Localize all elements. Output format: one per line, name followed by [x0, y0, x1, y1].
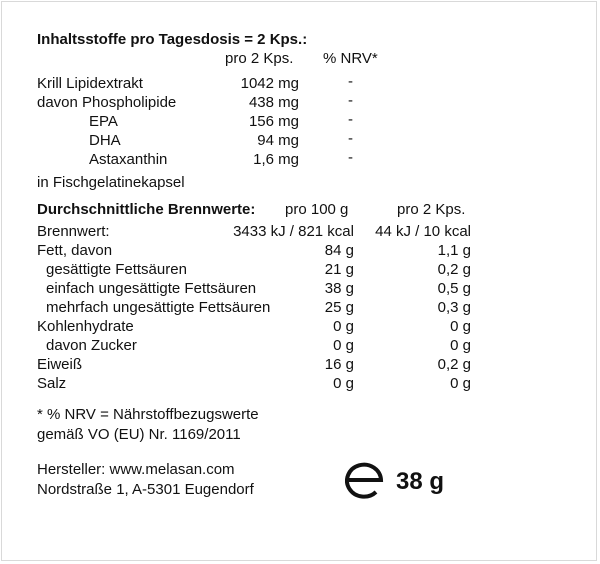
nutrition-per100: 25 g [324, 299, 354, 316]
nutrition-name: Kohlenhydrate [37, 318, 134, 335]
ingredient-name: Krill Lipidextrakt [37, 75, 143, 92]
ingredient-amount: 1042 mg [240, 75, 299, 92]
nutrition-per100: 0 g [333, 337, 354, 354]
nutrition-name: davon Zucker [46, 337, 137, 354]
ingredient-amount: 94 mg [257, 132, 299, 149]
ingredient-name: Astaxanthin [89, 151, 168, 168]
ingredient-amount: 156 mg [248, 113, 299, 130]
capsule-note: in Fischgelatinekapsel [37, 174, 185, 191]
ingredient-nrv: - [348, 130, 353, 147]
ingredient-nrv: - [348, 149, 353, 166]
nutrition-per100: 3433 kJ / 821 kcal [233, 223, 354, 240]
ingredient-nrv: - [348, 92, 353, 109]
ingredients-col-dose: pro 2 Kps. [225, 50, 294, 67]
nutrition-per2: 0 g [450, 318, 471, 335]
footnote-line2: gemäß VO (EU) Nr. 1169/2011 [37, 426, 241, 443]
nutrition-per2: 44 kJ / 10 kcal [375, 223, 471, 240]
nutrition-title: Durchschnittliche Brennwerte: [37, 201, 256, 218]
nutrition-name: Salz [37, 375, 67, 392]
manufacturer-line2: Nordstraße 1, A-5301 Eugendorf [37, 481, 254, 498]
nutrition-col-2kps: pro 2 Kps. [397, 201, 466, 218]
nutrition-per100: 16 g [324, 356, 354, 373]
net-weight-value: 38 g [396, 468, 445, 495]
nutrition-per100: 38 g [324, 280, 354, 297]
estimated-sign-icon [345, 461, 387, 499]
nutrition-per2: 0,2 g [437, 261, 471, 278]
ingredient-name: EPA [89, 113, 118, 130]
nutrition-name: Fett, davon [37, 242, 113, 259]
nutrition-name: Brennwert: [37, 223, 110, 240]
ingredient-amount: 438 mg [248, 94, 299, 111]
manufacturer-line1: Hersteller: www.melasan.com [37, 461, 235, 478]
ingredient-nrv: - [348, 73, 353, 90]
nutrition-per2: 0,2 g [437, 356, 471, 373]
nutrition-per100: 0 g [333, 318, 354, 335]
ingredient-name: DHA [89, 132, 121, 149]
ingredients-title: Inhaltsstoffe pro Tagesdosis = 2 Kps.: [37, 31, 308, 48]
ingredient-amount: 1,6 mg [253, 151, 299, 168]
nutrition-name: mehrfach ungesättigte Fettsäuren [46, 299, 271, 316]
nutrition-col-100g: pro 100 g [285, 201, 349, 218]
nutrition-per100: 84 g [324, 242, 354, 259]
nutrition-per2: 0 g [450, 375, 471, 392]
nutrition-name: Eiweiß [37, 356, 83, 373]
nutrition-per2: 1,1 g [437, 242, 471, 259]
ingredients-col-nrv: % NRV* [323, 50, 378, 67]
nutrition-per2: 0,3 g [437, 299, 471, 316]
nutrition-name: gesättigte Fettsäuren [46, 261, 187, 278]
nutrition-per100: 21 g [324, 261, 354, 278]
footnote-line1: * % NRV = Nährstoffbezugswerte [37, 406, 259, 423]
ingredient-name: davon Phospholipide [37, 94, 177, 111]
nutrition-per2: 0,5 g [437, 280, 471, 297]
nutrition-per2: 0 g [450, 337, 471, 354]
ingredient-nrv: - [348, 111, 353, 128]
nutrition-name: einfach ungesättigte Fettsäuren [46, 280, 257, 297]
nutrition-per100: 0 g [333, 375, 354, 392]
